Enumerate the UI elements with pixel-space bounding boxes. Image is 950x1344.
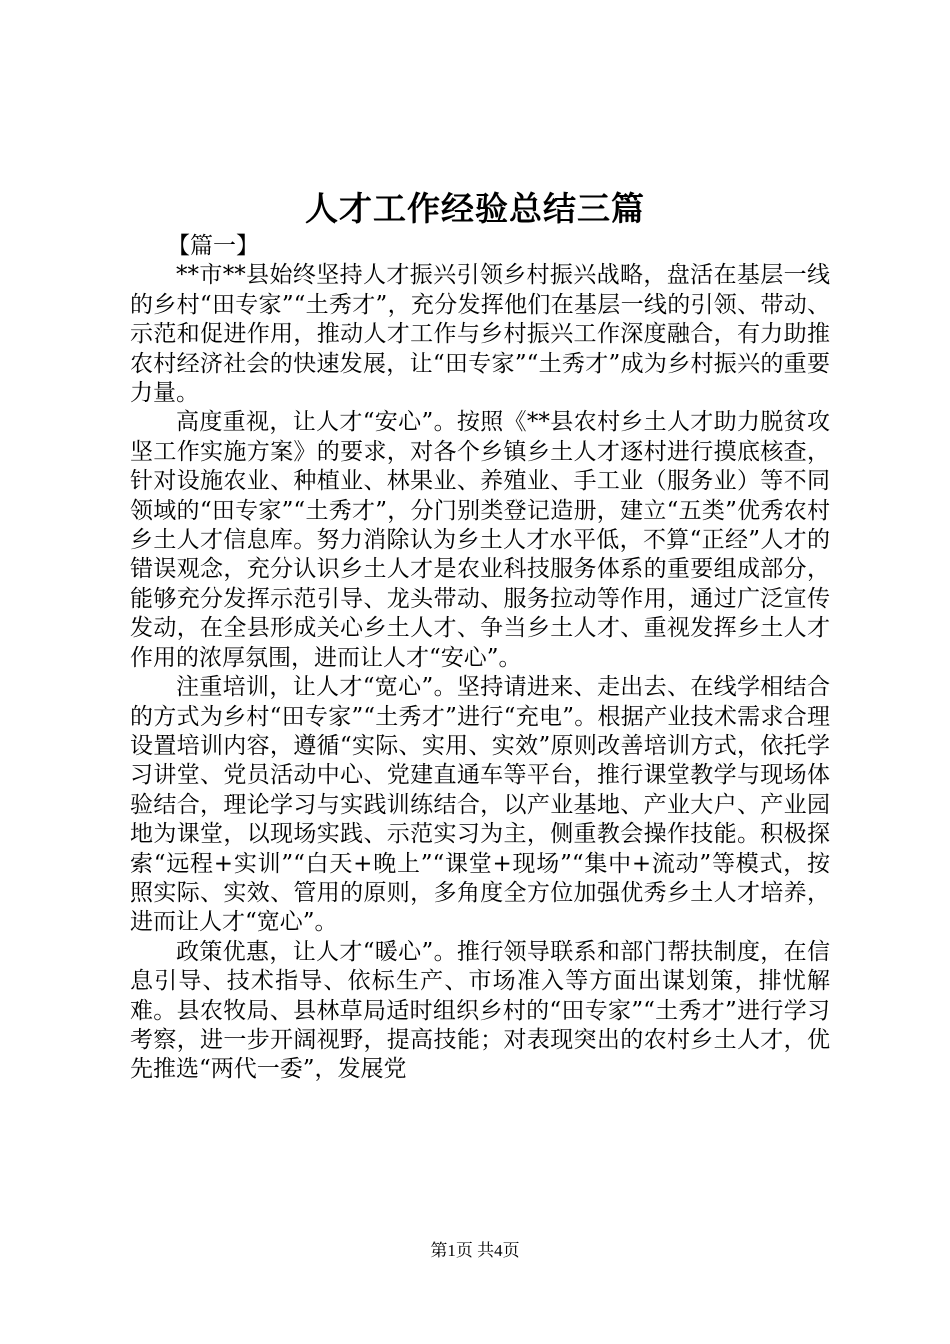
paragraph-policy: 政策优惠，让人才“暖心”。推行领导联系和部门帮扶制度，在信息引导、技术指导、依标生产、市场准入等方面出谋划策，排忧解难。县农牧局、县林草局适时组织乡村的“田专家”“土秀才”进行学习考察，进一步开阔视野，提高技能；对表现突出的农村乡土人才，优先推选“两代一委”，发展党 xyxy=(130,938,830,1083)
paragraph-training: 注重培训，让人才“宽心”。坚持请进来、走出去、在线学相结合的方式为乡村“田专家”“土秀才”进行“充电”。根据产业技术需求合理设置培训内容，遵循“实际、实用、实效”原则改善培训方式，依托学习讲堂、党员活动中心、党建直通车等平台，推行课堂教学与现场体验结合，理论学习与实践训练结合，以产业基地、产业大户、产业园地为课堂，以现场实践、示范实习为主，侧重教会操作技能。积极探索“远程+实训”“白天+晚上”“课堂+现场”“集中+流动”等模式，按照实际、实效、管用的原则，多角度全方位加强优秀乡土人才培养，进而让人才“宽心”。 xyxy=(130,674,830,936)
paragraph-intro: **市**县始终坚持人才振兴引领乡村振兴战略，盘活在基层一线的乡村“田专家”“土秀才”，充分发挥他们在基层一线的引领、带动、示范和促进作用，推动人才工作与乡村振兴工作深度融合，有力助推农村经济社会的快速发展，让“田专家”“土秀才”成为乡村振兴的重要力量。 xyxy=(130,262,830,407)
page-footer: 第1页 共4页 xyxy=(430,1241,520,1260)
paragraph-attention: 高度重视，让人才“安心”。按照《**县农村乡土人才助力脱贫攻坚工作实施方案》的要求，对各个乡镇乡土人才逐村进行摸底核查，针对设施农业、种植业、林果业、养殖业、手工业（服务业）等不同领域的“田专家”“土秀才”，分门别类登记造册，建立“五类”优秀农村乡土人才信息库。努力消除认为乡土人才水平低，不算“正经”人才的错误观念，充分认识乡土人才是农业科技服务体系的重要组成部分，能够充分发挥示范引导、龙头带动、服务拉动等作用，通过广泛宣传发动，在全县形成关心乡土人才、争当乡土人才、重视发挥乡土人才作用的浓厚氛围，进而让人才“安心”。 xyxy=(130,409,830,671)
section-label: 【篇一】 xyxy=(167,233,259,259)
document-body xyxy=(130,232,830,1085)
document-title: 人才工作经验总结三篇 xyxy=(305,189,645,228)
